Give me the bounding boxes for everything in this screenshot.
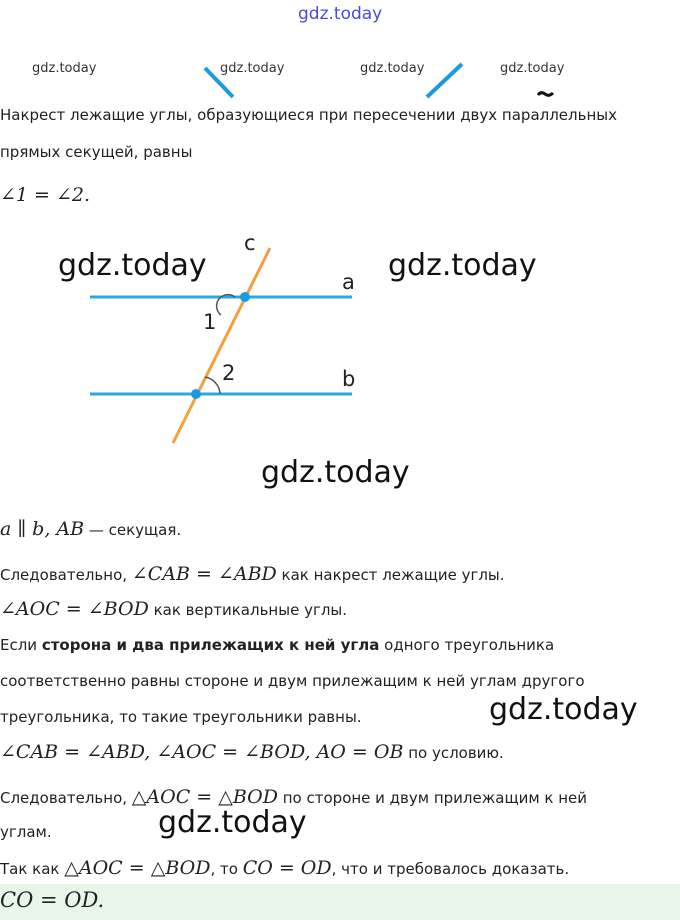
proof-line: ∠CAB = ∠ABD, ∠AOC = ∠BOD, AO = OB по условию. bbox=[0, 741, 504, 763]
label-angle-1: 1 bbox=[203, 310, 217, 334]
watermark-big: gdz.today bbox=[58, 248, 207, 283]
theorem-formula: ∠1 = ∠2. bbox=[0, 184, 91, 206]
label-c: c bbox=[244, 231, 256, 255]
label-b: b bbox=[342, 367, 356, 391]
proof-line: Если сторона и два прилежащих к ней угла одного треугольника bbox=[0, 636, 555, 654]
watermark-big: gdz.today bbox=[388, 248, 537, 283]
proof-line: треугольника, то такие треугольники равны. bbox=[0, 708, 362, 726]
point-a bbox=[240, 292, 250, 302]
angle-2-arc bbox=[205, 377, 220, 394]
proof-line: a ∥ b, AB — секущая. bbox=[0, 518, 182, 540]
proof-line: Следовательно, △AOC = △BOD по стороне и двум прилежащим к ней bbox=[0, 786, 588, 808]
label-angle-2: 2 bbox=[222, 361, 236, 385]
watermark-big: gdz.today bbox=[261, 455, 410, 490]
proof-line: углам. bbox=[0, 823, 52, 841]
watermark-small: gdz.today bbox=[360, 61, 425, 76]
watermark-small: gdz.today bbox=[220, 61, 285, 76]
label-a: a bbox=[342, 270, 355, 294]
proof-line: соответственно равны стороне и двум прилежащим к ней углам другого bbox=[0, 672, 585, 690]
watermark-big: gdz.today bbox=[158, 805, 307, 840]
watermark-small: gdz.today bbox=[500, 61, 565, 76]
theorem-line: Накрест лежащие углы, образующиеся при пересечении двух параллельных bbox=[0, 106, 617, 124]
proof-line: Так как △AOC = △BOD, то CO = OD, что и требовалось доказать. bbox=[0, 857, 570, 879]
point-b bbox=[191, 389, 201, 399]
watermark-big: gdz.today bbox=[489, 692, 638, 727]
watermark-top: gdz.today bbox=[298, 4, 383, 24]
answer-formula: CO = OD. bbox=[0, 888, 105, 912]
cropped-figure-fragment bbox=[0, 55, 680, 100]
watermark-small: gdz.today bbox=[32, 61, 97, 76]
answer-box bbox=[0, 884, 680, 920]
proof-line: Следовательно, ∠CAB = ∠ABD как накрест лежащие углы. bbox=[0, 563, 505, 585]
theorem-line: прямых секущей, равны bbox=[0, 143, 193, 161]
proof-line: ∠AOC = ∠BOD как вертикальные углы. bbox=[0, 598, 348, 620]
